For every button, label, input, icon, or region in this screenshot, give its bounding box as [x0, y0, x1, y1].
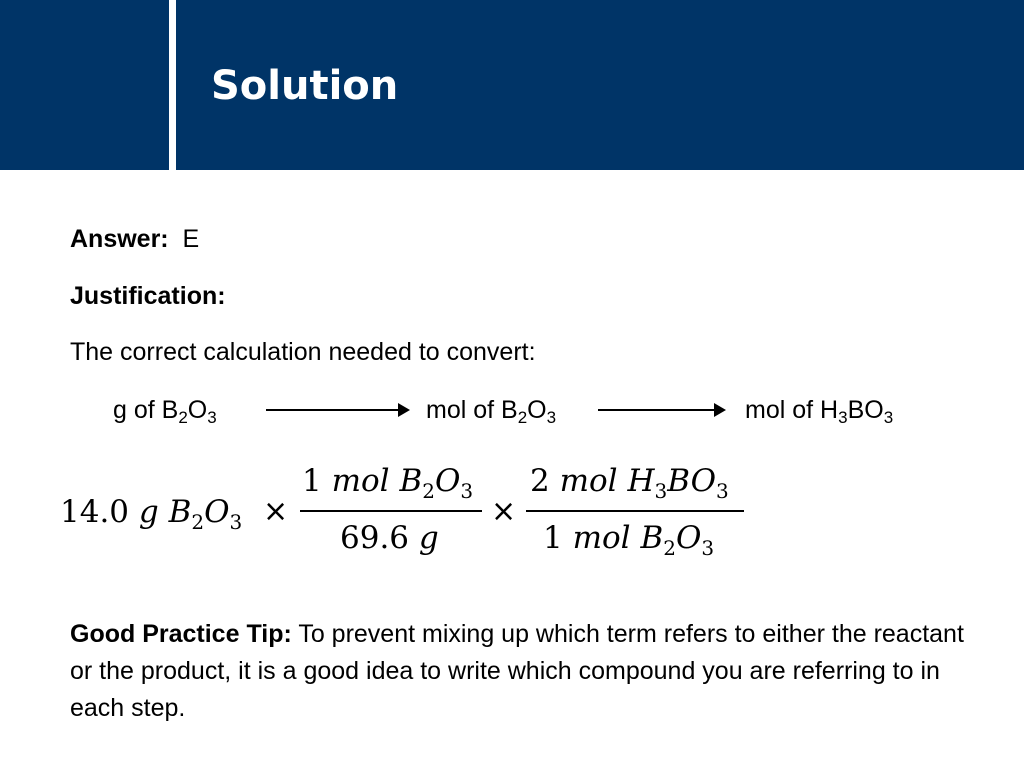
conversion-step-2: mol of $B_2O_3$: [426, 396, 557, 427]
fraction-2-denominator: 1 mol $B_2O_3$: [543, 520, 715, 560]
equation-given: 14.0 g $B_2O_3$: [60, 494, 243, 534]
conversion-step-3: mol of $H_3BO_3$: [745, 396, 894, 427]
fraction-2-numerator: 2 mol $H_3BO_3$: [530, 463, 729, 503]
intro-text: The correct calculation needed to convert:: [70, 338, 536, 366]
header-divider: [169, 0, 176, 170]
multiply-symbol: ×: [263, 494, 289, 529]
arrow-right-icon: [598, 409, 724, 411]
header-bar: [0, 0, 1024, 170]
multiply-symbol: ×: [491, 494, 517, 529]
justification-label: Justification:: [70, 282, 226, 310]
slide-title: Solution: [211, 63, 399, 109]
fraction-2-bar: [526, 510, 744, 512]
tip-label: Good Practice Tip:: [70, 620, 292, 648]
good-practice-tip: [70, 616, 970, 727]
answer-line: [70, 224, 199, 254]
answer-label: Answer:: [70, 225, 169, 253]
fraction-1-denominator: 69.6 g: [340, 520, 439, 556]
answer-value: E: [182, 225, 200, 253]
arrow-right-icon: [266, 409, 408, 411]
fraction-1-numerator: 1 mol $B_2O_3$: [302, 463, 474, 503]
tip-text: To prevent mixing up which term refers to either the reactant or the product, it is a good idea to write which compound you are referring to in each step.: [70, 620, 964, 722]
conversion-step-1: g of $B_2O_3$: [113, 396, 217, 427]
fraction-1-bar: [300, 510, 482, 512]
